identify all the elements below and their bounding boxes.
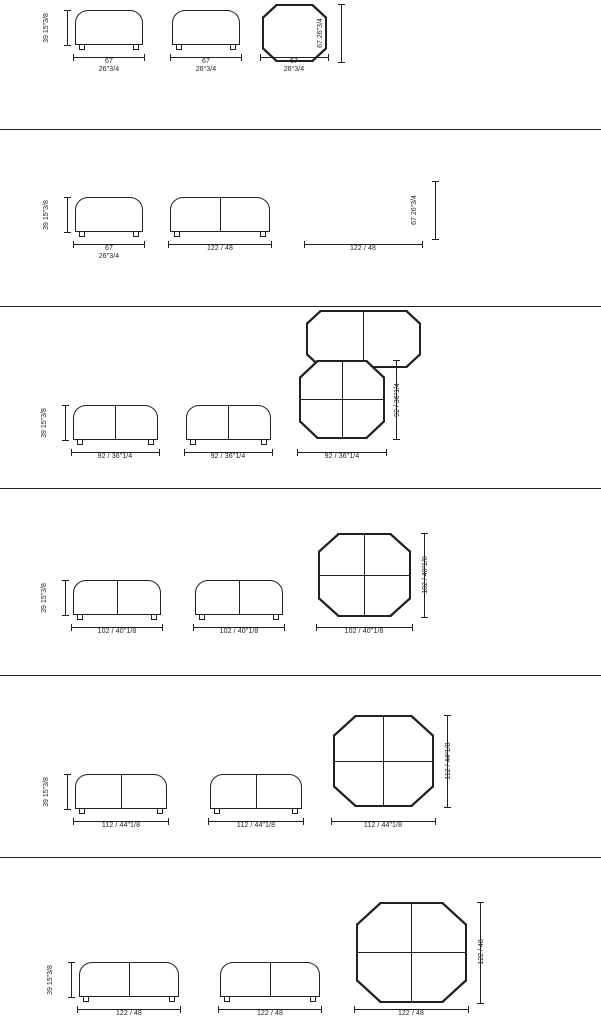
width-in: 26"3/4 [283,66,305,73]
tick [477,1003,484,1004]
tick [64,774,71,775]
tick [338,4,345,5]
row-5-height-dimline [67,774,68,810]
row-6-width-label: 122 / 48 [115,1010,143,1017]
tick [77,1006,78,1013]
row-4-height-label [41,578,49,618]
tick [386,449,387,456]
tick [331,818,332,825]
plan-seam-h [318,575,411,576]
row-2-height-dimline [67,197,68,233]
row-1b-width-label [176,58,236,74]
tick [218,1006,219,1013]
height-in: 15"3/8 [47,965,54,986]
row-2-plan-depth-label [411,190,419,230]
row-4-plan-depth-label: 102 / 40"1/8 [422,556,429,594]
row-5-width-label: 112 / 44"1/8 [101,822,141,829]
tick [62,615,69,616]
height-in: 15"3/8 [41,583,48,604]
tick [393,360,400,361]
row-2-plan-depth-dimline [435,181,436,239]
tick [432,239,439,240]
height-cm: 39 [43,35,50,43]
tick [159,449,160,456]
tick [193,624,194,631]
row-1-height-dimline [67,10,68,46]
row-1 [0,0,601,129]
tick [432,181,439,182]
row-3-width-label: 92 / 36"1/4 [97,453,133,460]
tick [144,241,145,248]
tick [412,624,413,631]
tick [62,580,69,581]
tick [64,809,71,810]
row-5 [0,675,601,857]
plan-seam-h [333,761,434,762]
tick [162,624,163,631]
tick [422,241,423,248]
height-cm: 39 [43,799,50,807]
depth-cm: 67 [317,40,324,48]
tick [284,624,285,631]
tick [170,54,171,61]
tick [73,818,74,825]
height-cm: 39 [41,605,48,613]
row-3-plan-width-label: 92 / 36"1/4 [324,453,360,460]
tick [180,1006,181,1013]
tick [271,241,272,248]
tick [64,45,71,46]
row-1-plan-width-label [264,58,324,74]
tick [144,54,145,61]
row-2 [0,129,601,306]
tick [354,1006,355,1013]
row-3-height-label [41,403,49,443]
row-2b-width-label: 122 / 48 [206,245,234,252]
tick [208,818,209,825]
row-5-plan-depth-label: 112 / 44"1/8 [445,742,452,780]
row-1-height-label [43,8,51,48]
height-in: 15"3/8 [43,200,50,221]
tick [64,10,71,11]
row-2-height-label [43,195,51,235]
row-2-width-label [79,245,139,261]
row-6-height-label [47,960,55,1000]
tick [71,624,72,631]
width-in: 26"3/4 [98,253,120,260]
width-cm: 67 [105,245,113,252]
tick [338,62,345,63]
row-6 [0,857,601,1020]
tick [435,818,436,825]
height-cm: 39 [41,430,48,438]
tick [316,624,317,631]
plan-seam-h [299,399,385,400]
depth-cm: 67 [411,217,418,225]
row-3-height-dimline [65,405,66,441]
height-in: 15"3/8 [43,777,50,798]
tick [477,902,484,903]
tick [260,54,261,61]
row-6-plan-width-label: 122 / 48 [397,1010,425,1017]
tick [62,440,69,441]
tick [421,617,428,618]
tick [64,232,71,233]
tick [68,997,75,998]
tick [321,1006,322,1013]
tick [168,818,169,825]
tick [68,962,75,963]
row-5-height-label [43,772,51,812]
row-3b-width-label: 92 / 36"1/4 [210,453,246,460]
width-in: 26"3/4 [98,66,120,73]
row-4-width-label: 102 / 40"1/8 [97,628,137,635]
tick [272,449,273,456]
row-6-plan-depth-label: 122 / 48 [478,939,485,965]
width-in: 26"3/4 [195,66,217,73]
row-5-plan-width-label: 112 / 44"1/8 [363,822,403,829]
row-2-plan-width-label: 122 / 48 [349,245,377,252]
row-1-width-label [79,58,139,74]
width-cm: 67 [290,58,298,65]
tick [421,533,428,534]
tick [64,197,71,198]
plan-seam-h [356,952,467,953]
tick [468,1006,469,1013]
row-4b-width-label: 102 / 40"1/8 [219,628,259,635]
height-cm: 39 [47,987,54,995]
tick [303,818,304,825]
row-4-height-dimline [65,580,66,616]
tick [393,439,400,440]
row-6b-width-label: 122 / 48 [256,1010,284,1017]
tick [297,449,298,456]
tick [71,449,72,456]
depth-in: 26"3/4 [411,195,418,216]
row-1-plan-depth-dimline [341,4,342,62]
tick [62,405,69,406]
tick [168,241,169,248]
tick [328,54,329,61]
tick [184,449,185,456]
row-3-plan-depth-label: 92 / 36"1/4 [394,383,401,417]
width-cm: 67 [202,58,210,65]
row-1-plan-depth-label [317,13,325,53]
row-4 [0,488,601,675]
tick [241,54,242,61]
tick [444,807,451,808]
tick [73,241,74,248]
row-5b-width-label: 112 / 44"1/8 [236,822,276,829]
height-cm: 39 [43,222,50,230]
height-in: 15"3/8 [41,408,48,429]
height-in: 15"3/8 [43,13,50,34]
tick [444,715,451,716]
tick [304,241,305,248]
width-cm: 67 [105,58,113,65]
tick [73,54,74,61]
row-3 [0,306,601,488]
depth-in: 26"3/4 [317,18,324,39]
row-6-height-dimline [71,962,72,998]
row-4-plan-width-label: 102 / 40"1/8 [344,628,384,635]
